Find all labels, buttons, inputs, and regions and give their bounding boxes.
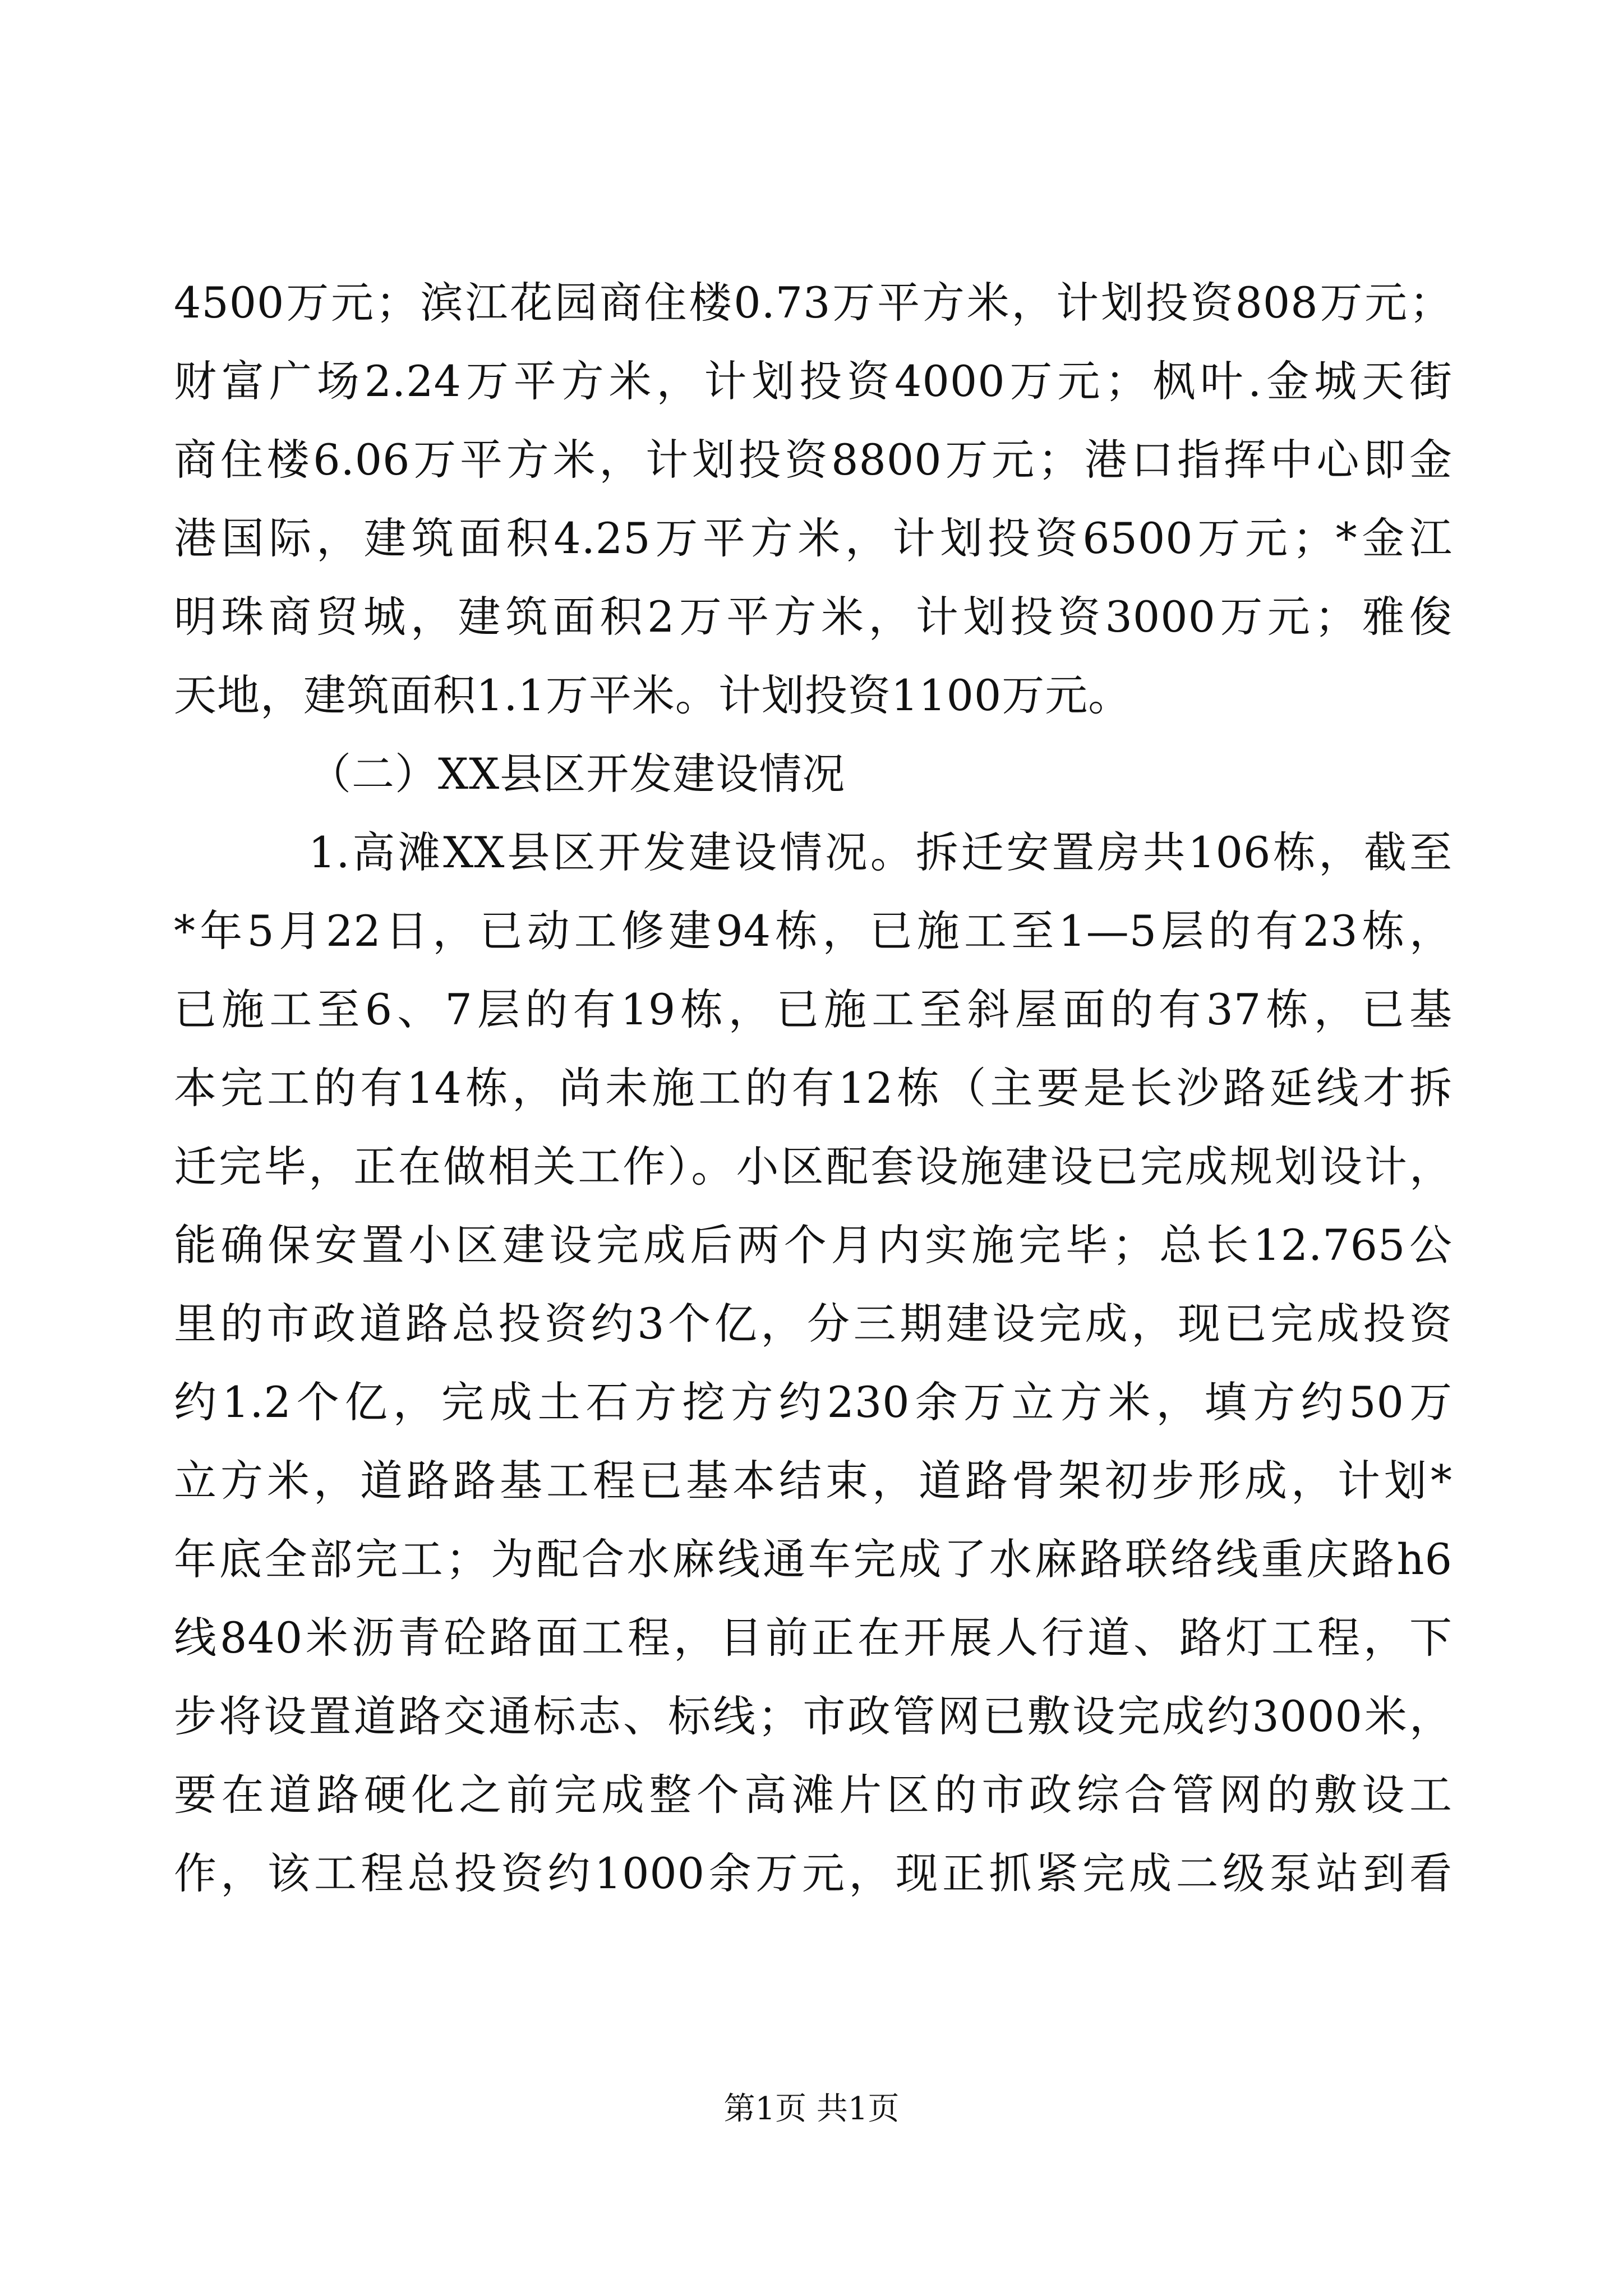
section-heading: （二）XX县区开发建设情况 [308,749,846,799]
text-line: 要在道路硬化之前完成整个高滩片区的市政综合管网的敷设工 [174,1770,1453,1820]
page-footer: 第1页 共1页 [723,2091,900,2127]
text-line: 能确保安置小区建设完成后两个月内实施完毕；总长12.765公 [174,1220,1453,1270]
text-line: 明珠商贸城，建筑面积2万平方米，计划投资3000万元；雅俊 [174,592,1453,642]
text-line: 年底全部完工；为配合水麻线通车完成了水麻路联络线重庆路h6 [174,1534,1453,1584]
text-line: *年5月22日，已动工修建94栋，已施工至1—5层的有23栋， [174,906,1453,956]
text-line: 里的市政道路总投资约3个亿，分三期建设完成，现已完成投资 [174,1299,1453,1349]
text-line: 4500万元；滨江花园商住楼0.73万平方米，计划投资808万元； [174,278,1453,328]
text-line: 商住楼6.06万平方米，计划投资8800万元；港口指挥中心即金 [174,435,1453,485]
text-line: 财富广场2.24万平方米，计划投资4000万元；枫叶.金城天街 [174,356,1453,406]
paragraph-first-line: 1.高滩XX县区开发建设情况。拆迁安置房共106栋，截至 [308,827,1453,877]
text-line: 作，该工程总投资约1000余万元，现正抓紧完成二级泵站到看 [174,1848,1453,1898]
text-line: 立方米，道路路基工程已基本结束，道路骨架初步形成，计划* [174,1456,1453,1506]
text-line: 天地，建筑面积1.1万平米。计划投资1100万元。 [174,670,1132,720]
text-line: 约1.2个亿，完成土石方挖方约230余万立方米，填方约50万 [174,1377,1453,1427]
text-line: 线840米沥青砼路面工程，目前正在开展人行道、路灯工程，下 [174,1613,1453,1663]
text-line: 港国际，建筑面积4.25万平方米，计划投资6500万元；*金江 [174,513,1453,563]
text-line: 本完工的有14栋，尚未施工的有12栋（主要是长沙路延线才拆 [174,1063,1453,1113]
text-line: 步将设置道路交通标志、标线；市政管网已敷设完成约3000米， [174,1691,1453,1741]
text-line: 迁完毕，正在做相关工作）。小区配套设施建设已完成规划设计， [174,1142,1453,1191]
text-line: 已施工至6、7层的有19栋，已施工至斜屋面的有37栋，已基 [174,984,1453,1034]
